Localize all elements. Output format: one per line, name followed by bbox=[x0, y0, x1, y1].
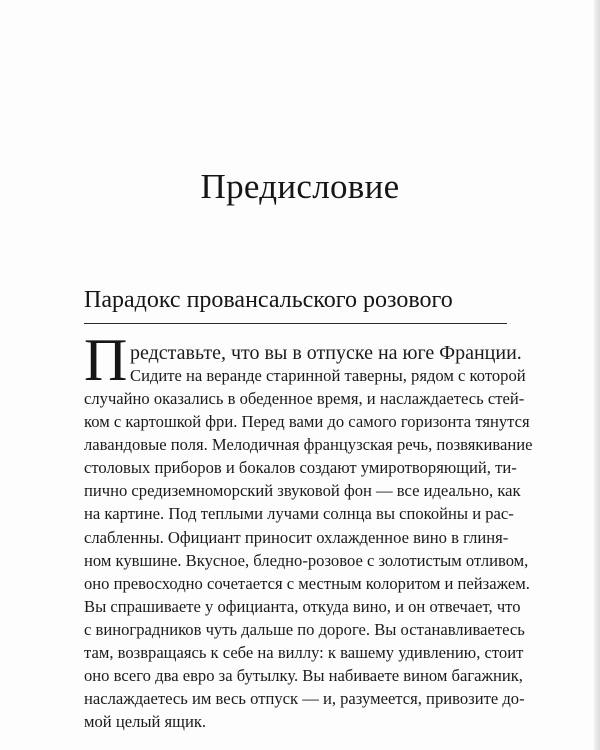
drop-cap: П bbox=[84, 327, 128, 393]
text-line: ном кувшине. Вкусное, бледно-розовое с золотистым отливом, bbox=[84, 551, 529, 570]
text-line: там, возвращаясь к себе на виллу: к вашему удивлению, стоит bbox=[84, 643, 524, 662]
text-line: пично средиземноморский звуковой фон — все идеально, как bbox=[84, 481, 521, 500]
text-line: случайно оказались в обеденное время, и наслаждаетесь стей- bbox=[84, 389, 525, 408]
text-line: Вы спрашиваете у официанта, откуда вино, и он отвечает, что bbox=[84, 597, 521, 616]
text-line: на картине. Под теплыми лучами солнца вы спокойны и рас- bbox=[84, 504, 514, 523]
text-line: Сидите на веранде старинной таверны, рядом с которой bbox=[130, 366, 526, 385]
text-line: оно превосходно сочетается с местным колоритом и пейзажем. bbox=[84, 574, 530, 593]
text-line: мой целый ящик. bbox=[84, 712, 207, 731]
text-line: редставьте, что вы в отпуске на юге Франции. bbox=[130, 342, 522, 364]
chapter-title: Предисловие bbox=[200, 167, 400, 206]
text-line: оно всего два евро за бутылку. Вы набиваете вином багажник, bbox=[84, 666, 523, 685]
text-line: с виноградников чуть дальше по дороге. Вы останавливаетесь bbox=[84, 620, 525, 639]
text-line: столовых приборов и бокалов создают умиротворяющий, ти- bbox=[84, 458, 517, 477]
text-line: слабленны. Официант приносит охлажденное вино в глиня- bbox=[84, 528, 509, 547]
text-line: лавандовые поля. Мелодичная французская речь, позвякивание bbox=[84, 435, 533, 454]
text-line: наслаждаетесь им весь отпуск — и, разумеется, привозите до- bbox=[84, 689, 525, 708]
section-title: Парадокс провансальского розового bbox=[84, 287, 453, 313]
text-line: ком с картошкой фри. Перед вами до самого горизонта тянутся bbox=[84, 412, 530, 431]
